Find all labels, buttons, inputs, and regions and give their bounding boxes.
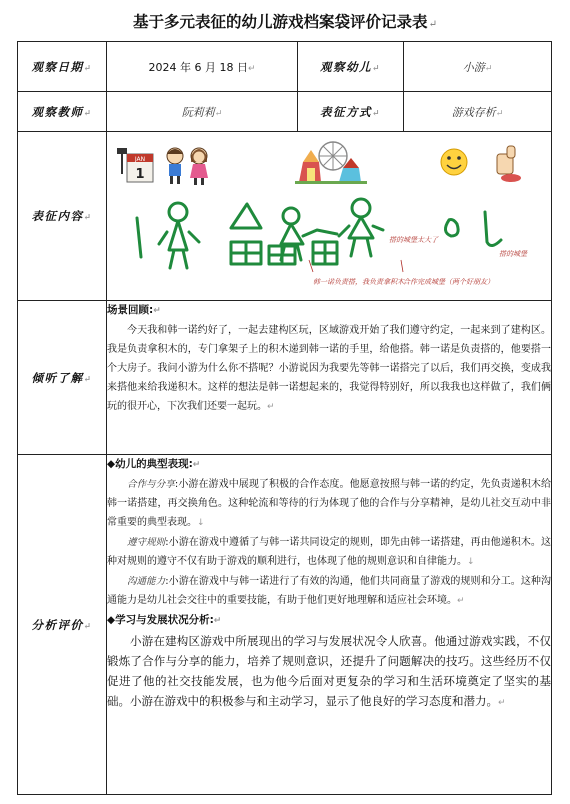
row-analysis [18,455,552,795]
item-rules: 遵守规则:小游在游戏中遵循了与韩一诺共同设定的规则，即先由韩一诺搭建，再由他递积木。这种对规则的遵守不仅有助于游戏的顺利进行，也体现了他的规则意识和自律能力。↓ [107,537,551,567]
calendar-icon [117,148,153,182]
teacher-label: 观察教师↵ [18,92,107,132]
row-listen [18,301,552,455]
listen-text: 今天我和韩一诺约好了，一起去建构区玩，区域游戏开始了我们遵守约定，一起来到了建构区。我是负责拿积木的，专门拿架子上的积木递到韩一诺的手里，给他搭。韩一诺是负责搭的，他要搭一个大房子。我问小游为什么你不搭呢？小游说因为我要先等韩一诺搭完了以后，我们再交换，变成我来搭他来给我递积木。这样的想法是韩一诺想起来的，我觉得特别好，所以我我也这样做了，我们俩玩的很开心，下次我们还要一起玩。↵ [107,325,551,412]
row-drawing [18,132,552,301]
child-drawing [107,132,552,296]
child-value: 小游↵ [404,42,552,92]
thumbs-up-icon [497,146,521,182]
svg-text:搭的城堡: 搭的城堡 [499,250,527,258]
row-teacher [18,92,552,132]
svg-text:JAN: JAN [134,156,146,163]
dev-heading: ◆学习与发展状况分析:↵ [107,614,222,626]
method-label: 表征方式↵ [298,92,404,132]
dev-text: 小游在建构区游戏中所展现出的学习与发展状况令人欣喜。他通过游戏实践，不仅锻炼了合作与分享的能力，培养了规则意识，还提升了问题解决的技巧。这些经历不仅促进了他的社交技能发展，也为他今后面对更复杂的学习和生活环境奠定了坚实的基础。小游在游戏中的积极参与和主动学习，显示了他良好的学习态度和潜力。↵ [107,634,551,708]
smiley-icon [441,149,467,175]
date-value: 2024 年 6 月 18 日↵ [107,42,298,92]
child-drawing-strokes [137,199,501,268]
item-cooperation: 合作与分享:小游在游戏中展现了积极的合作态度。他愿意按照与韩一诺的约定，先负责递积木给韩一诺搭建，再交换角色。这种轮流和等待的行为体现了他的合作与分享精神，是幼儿社交互动中非常重要的典型表现。↓ [107,479,551,528]
record-table [17,41,552,795]
drawing-cell [107,132,552,301]
child-label: 观察幼儿↵ [298,42,404,92]
item-communication: 沟通能力:小游在游戏中与韩一诺进行了有效的沟通，他们共同商量了游戏的规则和分工。这种沟通能力是幼儿社会交往中的重要技能，有助于他们更好地理解和适应社会环境。↵ [107,576,551,606]
page-title: 基于多元表征的幼儿游戏档案袋评价记录表↵ [133,12,437,31]
date-label: 观察日期↵ [18,42,107,92]
kids-sticker-icon [167,148,208,185]
svg-text:合作完成城堡（两个好朋友）: 合作完成城堡（两个好朋友） [403,278,494,286]
listen-content [107,301,552,455]
row-date [18,42,552,92]
method-value: 游戏存析↵ [404,92,552,132]
drawing-label: 表征内容↵ [18,132,107,301]
castle-sticker-icon [295,142,367,184]
svg-text:搭的城堡太大了: 搭的城堡太大了 [389,236,438,244]
svg-text:1: 1 [135,167,145,182]
teacher-value: 阮莉莉↵ [107,92,298,132]
analysis-content [107,455,552,795]
listen-heading: 场景回顾:↵ [107,304,161,316]
listen-label: 倾听了解↵ [18,301,107,455]
svg-text:韩一诺负责搭，我负责拿积木: 韩一诺负责搭，我负责拿积木 [313,278,404,286]
typical-heading: ◆幼儿的典型表现:↵ [107,458,201,470]
analysis-label: 分析评价↵ [18,455,107,795]
